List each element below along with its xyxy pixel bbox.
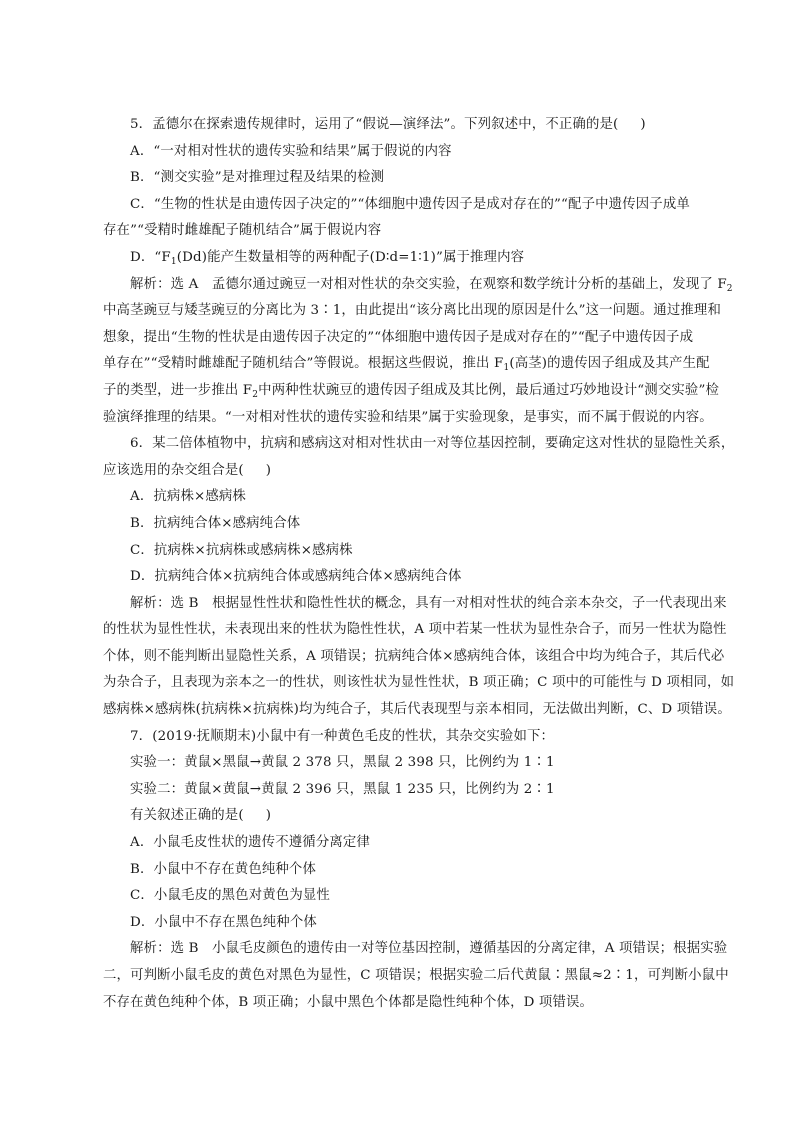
question-5-stem: 5．孟德尔在探索遗传规律时，运用了“假说—演绎法”。下列叙述中，不正确的是( ) (130, 117, 646, 132)
explanation (103, 272, 733, 432)
explanation (103, 936, 729, 1016)
question-6-stem: 6．某二倍体植物中，抗病和感病这对相对性状由一对等位基因控制，要确定这对性状的显隐性关系， (130, 436, 735, 452)
explanation-line: 中高茎豌豆与矮茎豌豆的分离比为 3∶1，由此提出“该分离比出现的原因是什么”这一问题。通过推理和 (103, 303, 721, 319)
option-c: C．“生物的性状是由遗传因子决定的”“体细胞中遗传因子是成对存在的”“配子中遗传因子成单 (130, 196, 690, 212)
explanation-line: 解析：选 A 孟德尔通过豌豆一对相对性状的杂交实验，在观察和数学统计分析的基础上，发现了 $F_2$ (130, 276, 733, 294)
option-b: B．小鼠中不存在黄色纯种个体 (130, 861, 317, 877)
option-a: A．“一对相对性状的遗传实验和结果”属于假说的内容 (130, 143, 452, 159)
explanation (103, 591, 735, 724)
document-body (103, 112, 735, 1016)
explanation-line: 想象，提出“生物的性状是由遗传因子决定的”“体细胞中遗传因子是成对存在的”“配子中遗传因子成 (103, 329, 694, 345)
option-a: A．小鼠毛皮性状的遗传不遵循分离定律 (130, 835, 371, 851)
explanation-line: 解析：选 B 根据显性性状和隐性性状的概念，具有一对相对性状的纯合亲本杂交，子一代表现出来 (130, 595, 727, 611)
explanation-line: 为杂合子，且表现为亲本之一的性状，则该性状为显性性状，B 项正确；C 项中的可能性与 D 项相同，如 (103, 675, 735, 691)
question-5 (103, 112, 733, 431)
question-7-stem: 7．(2019·抚顺期末)小鼠中有一种黄色毛皮的性状，其杂交实验如下： (130, 728, 555, 744)
question-7 (103, 724, 729, 1017)
explanation-line: 感病株×感病株(抗病株×抗病株)均为纯合子，其后代表现型与亲本相同，无法做出判断，C、D 项错误。 (103, 702, 731, 718)
explanation-line: 个体，则不能判断出显隐性关系，A 项错误；抗病纯合体×感病纯合体，该组合中均为纯合子，其后代必 (103, 648, 725, 664)
explanation-line: 解析：选 B 小鼠毛皮颜色的遗传由一对等位基因控制，遵循基因的分离定律，A 项错误；根据实验 (130, 941, 728, 957)
question-6 (103, 431, 735, 724)
option-c-continued: 存在”“受精时雌雄配子随机结合”属于假说内容 (103, 223, 382, 239)
question-6-stem-continued: 应该选用的杂交组合是( ) (103, 462, 272, 478)
question-7-ask: 有关叙述正确的是( ) (130, 808, 272, 824)
explanation-line: 单存在”“受精时雌雄配子随机结合”等假说。根据这些假说，推出 $F_1$(高茎)的遗传因子组成及其产生配 (103, 356, 710, 374)
explanation-line: 的性状为显性性状，未表现出来的性状为隐性性状，A 项中若某一性状为显性杂合子，而另一性状为隐性 (103, 622, 727, 638)
option-b: B．“测交实验”是对推理过程及结果的检测 (130, 170, 385, 186)
explanation-line: 子的类型，进一步推出 $F_2$中两种性状豌豆的遗传因子组成及其比例，最后通过巧妙地设计“测交实验”检 (103, 382, 719, 400)
experiment-one: 实验一：黄鼠×黑鼠→黄鼠 2 378 只，黑鼠 2 398 只，比例约为 1∶1 (130, 755, 555, 771)
experiment-two: 实验二：黄鼠×黄鼠→黄鼠 2 396 只，黑鼠 1 235 只，比例约为 2∶1 (130, 781, 555, 797)
option-d: D．抗病纯合体×抗病纯合体或感病纯合体×感病纯合体 (130, 569, 462, 585)
option-a: A．抗病株×感病株 (130, 489, 246, 505)
explanation-line: 不存在黄色纯种个体，B 项正确；小鼠中黑色个体都是隐性纯种个体，D 项错误。 (103, 994, 594, 1010)
option-d: D．“$F_1(Dd)$能产生数量相等的两种配子(D∶d=1∶1)”属于推理内容 (130, 249, 525, 267)
explanation-line: 二，可判断小鼠毛皮的黄色对黑色为显性，C 项错误；根据实验二后代黄鼠∶黑鼠≈2∶1，可判断小鼠中 (103, 968, 729, 983)
option-b: B．抗病纯合体×感病纯合体 (130, 515, 301, 531)
explanation-line: 验演绎推理的结果。“一对相对性状的遗传实验和结果”属于实验现象，是事实，而不属于假说的内容。 (103, 409, 713, 425)
option-c: C．小鼠毛皮的黑色对黄色为显性 (130, 888, 330, 904)
option-c: C．抗病株×抗病株或感病株×感病株 (130, 542, 353, 558)
option-d: D．小鼠中不存在黑色纯种个体 (130, 914, 317, 930)
